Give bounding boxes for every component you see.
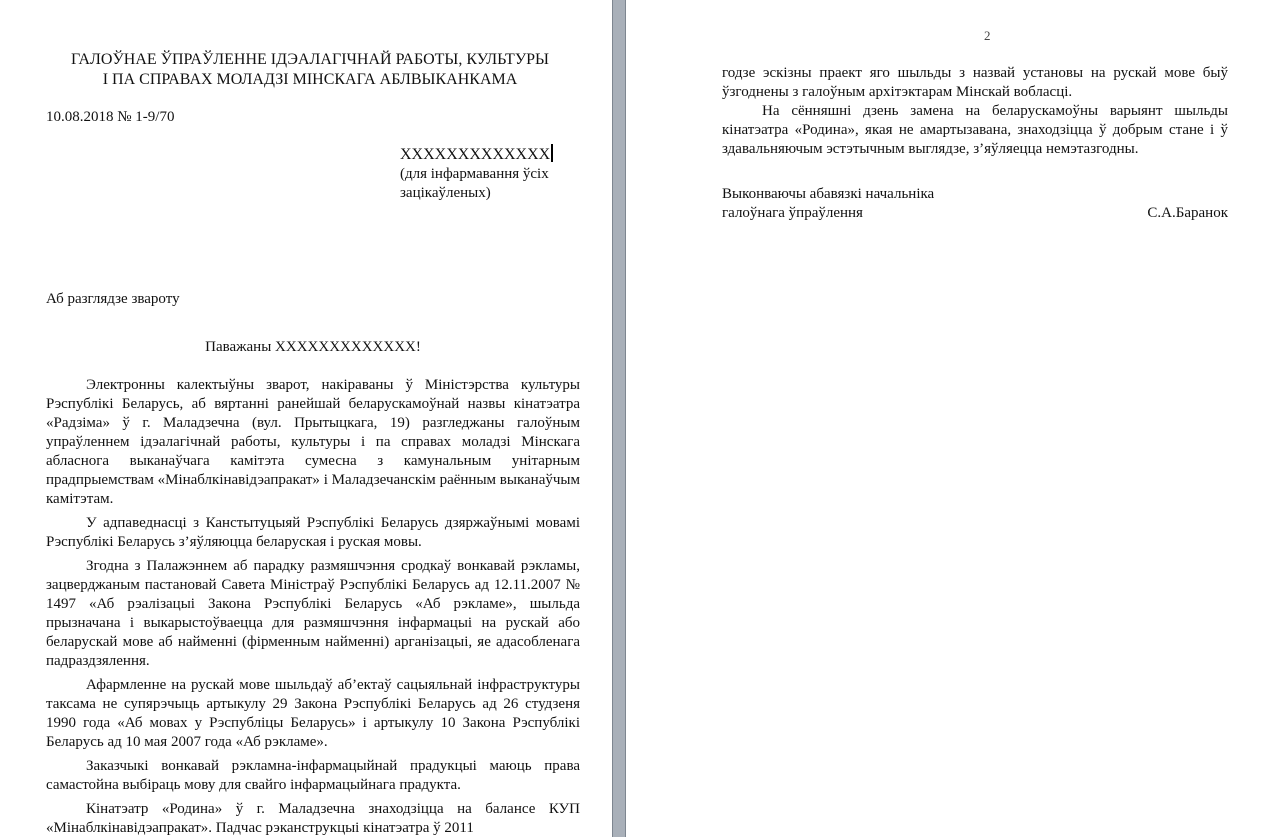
addressee-note-line-1: (для інфармавання ўсіх [400,166,549,182]
body-paragraph: Згодна з Палажэннем аб парадку размяшчэння сродкаў вонкавай рэкламы, зацверджаным пастановай Савета Міністраў Рэспублікі Беларусь ад 12.11.2007 № 1497 «Аб рэалізацыі Закона Рэспублікі Беларусь «Аб рэкламе», шыльда прызначана і выкарыстоўваецца для размяшчэння інфармацыі на рускай або беларускай мове аб найменні (фірменным найменні) арганізацыі, яе адасобленага падраздзялення. [46,558,580,669]
signature-block [722,185,1228,223]
body-paragraph: Заказчыкі вонкавай рэкламна-інфармацыйнай прадукцыі маюць права самастойна выбіраць мову для свайго інфармацыйнага прадукта. [46,758,580,793]
continuation-paragraph: годзе эскізны праект яго шыльды з назвай установы на рускай мове быў ўзгоднены з галоўным архітэктарам Мінскай вобласці. [722,65,1228,100]
date-and-number: 10.08.2018 № 1-9/70 [46,109,175,125]
page-2-body [722,64,1228,159]
signatory-title-line-2: галоўнага ўпраўлення [722,205,863,221]
letterhead [40,50,580,90]
body-paragraph: Кінатэатр «Родина» ў г. Маладзечна знаходзіцца на балансе КУП «Мінаблкінавідэапракат». Падчас рэканструкцыі кінатэатра ў 2011 [46,801,580,836]
subject-line: Аб разглядзе звароту [46,291,180,307]
page-number: 2 [984,28,991,43]
addressee-name[interactable]: ХХХХХХХХХХХХХ [400,146,551,163]
salutation: Паважаны ХХХХХХХХХХХХХ! [205,339,421,355]
addressee-block [400,144,600,203]
letter-body [46,376,580,838]
page-separator [612,0,626,837]
body-paragraph: У адпаведнасці з Канстытуцыяй Рэспублікі Беларусь дзяржаўнымі мовамі Рэспублікі Беларусь з’яўляюцца беларуская і руская мовы. [46,515,580,550]
body-paragraph: На сённяшні дзень замена на беларускамоўны варыянт шыльды кінатэатра «Родина», якая не амартызавана, знаходзіцца ў добрым стане і ў здавальняючым эстэтычным выглядзе, з’яўляецца немэтазгодны. [722,103,1228,157]
body-paragraph: Афармленне на рускай мове шыльдаў аб’ектаў сацыяльнай інфраструктуры таксама не супярэчыць артыкулу 29 Закона Рэспублікі Беларусь ад 26 студзеня 1990 года «Аб мовах у Рэспубліцы Беларусь» і артыкулу 10 Закона Рэспублікі Беларусь ад 10 мая 2007 года «Аб рэкламе». [46,677,580,750]
addressee-note-line-2: зацікаўленых) [400,185,491,201]
text-cursor [551,144,553,162]
body-paragraph: Электронны калектыўны зварот, накіраваны ў Міністэрства культуры Рэспублікі Беларусь, аб вяртанні ранейшай беларускамоўнай назвы кінатэатра «Радзіма» ў г. Маладзечна (вул. Прытыцкага, 19) разгледжаны галоўным упраўленнем ідэалагічнай работы, культуры і па справах моладзі Мінскага абласнога выканаўчага камітэта сумесна з камунальным унітарным прадпрыемствам «Мінаблкінавідэапракат» і Маладзечанскім раённым выканаўчым камітэтам. [46,377,580,507]
signatory-title-line-1: Выконваючы абавязкі начальніка [722,186,935,202]
letterhead-line-1: ГАЛОЎНАЕ ЎПРАЎЛЕННЕ ІДЭАЛАГІЧНАЙ РАБОТЫ, КУЛЬТУРЫ [70,51,550,68]
document-page-1 [0,0,612,837]
letterhead-line-2: І ПА СПРАВАХ МОЛАДЗІ МІНСКАГА АБЛВЫКАНКАМА [102,71,518,88]
signatory-name: С.А.Баранок [1147,205,1228,221]
